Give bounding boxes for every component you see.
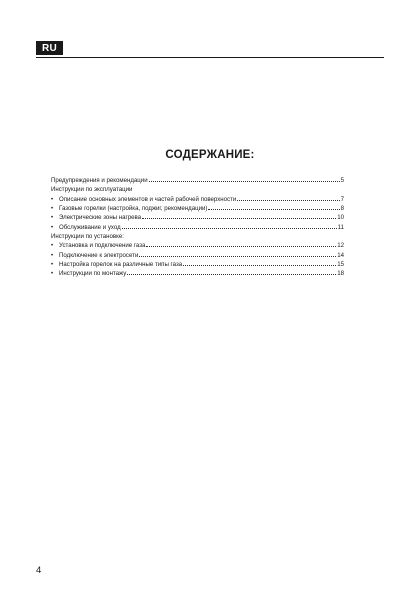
toc-entry-page: 7 [340, 195, 344, 203]
toc-dot-leader [122, 228, 337, 229]
toc-subentry [51, 223, 344, 232]
bullet-icon: • [51, 214, 54, 222]
toc-subentry [51, 195, 344, 204]
toc-entry-label: Предупреждения и рекомендации [51, 177, 148, 184]
toc-subentry [51, 213, 344, 222]
toc-dot-leader [127, 274, 336, 275]
bullet-icon: • [51, 205, 54, 213]
toc-entry-page: 10 [337, 214, 344, 222]
toc-entry-page: 18 [337, 270, 344, 278]
toc-entry-page: 14 [337, 251, 344, 259]
toc-entry-label: Подключение к электросети [59, 251, 139, 259]
language-badge: RU [36, 41, 63, 55]
toc-entry-page: 15 [337, 261, 344, 269]
toc-entry-label: Настройка горелок на различные типы газа [59, 261, 183, 269]
toc-subentry [51, 204, 344, 213]
toc-entry [51, 232, 344, 241]
toc-entry-label: Газовые горелки (настройка, поджиг, рекомендации) [59, 205, 208, 213]
toc-entry-label: Инструкции по эксплуатации [51, 186, 133, 194]
toc-dot-leader [183, 265, 336, 266]
toc-entry-label: Инструкции по установке: [51, 233, 124, 241]
toc-entry-page: 8 [340, 205, 344, 213]
toc-entry-label: Инструкции по монтажу [59, 270, 127, 278]
toc-dot-leader [139, 256, 336, 257]
toc-entry [51, 176, 344, 185]
toc-subentry [51, 241, 344, 250]
toc-entry-page: 11 [337, 223, 344, 231]
toc-entry-label: Электрические зоны нагрева [59, 214, 142, 222]
header-divider [36, 57, 384, 58]
toc-subentry [51, 260, 344, 269]
bullet-icon: • [51, 270, 54, 278]
page-number: 4 [36, 565, 42, 576]
bullet-icon: • [51, 261, 54, 269]
bullet-icon: • [51, 251, 54, 259]
toc-dot-leader [146, 246, 336, 247]
toc-title: СОДЕРЖАНИЕ: [165, 149, 255, 161]
toc-entry-label: Описание основных элементов и частей рабочей поверхности [59, 195, 237, 203]
toc-dot-leader [142, 218, 336, 219]
toc-entry-label: Установка и подключение газа [59, 242, 146, 250]
toc-entry-page: 5 [340, 177, 344, 184]
toc-dot-leader [149, 181, 340, 182]
toc-dot-leader [208, 209, 339, 210]
toc-subentry [51, 251, 344, 260]
toc-dot-leader [237, 200, 339, 201]
table-of-contents [51, 176, 344, 279]
toc-subentry [51, 269, 344, 278]
toc-entry-label: Обслуживание и уход [59, 223, 121, 231]
bullet-icon: • [51, 195, 54, 203]
bullet-icon: • [51, 242, 54, 250]
bullet-icon: • [51, 223, 54, 231]
toc-entry [51, 185, 344, 194]
toc-entry-page: 12 [337, 242, 344, 250]
